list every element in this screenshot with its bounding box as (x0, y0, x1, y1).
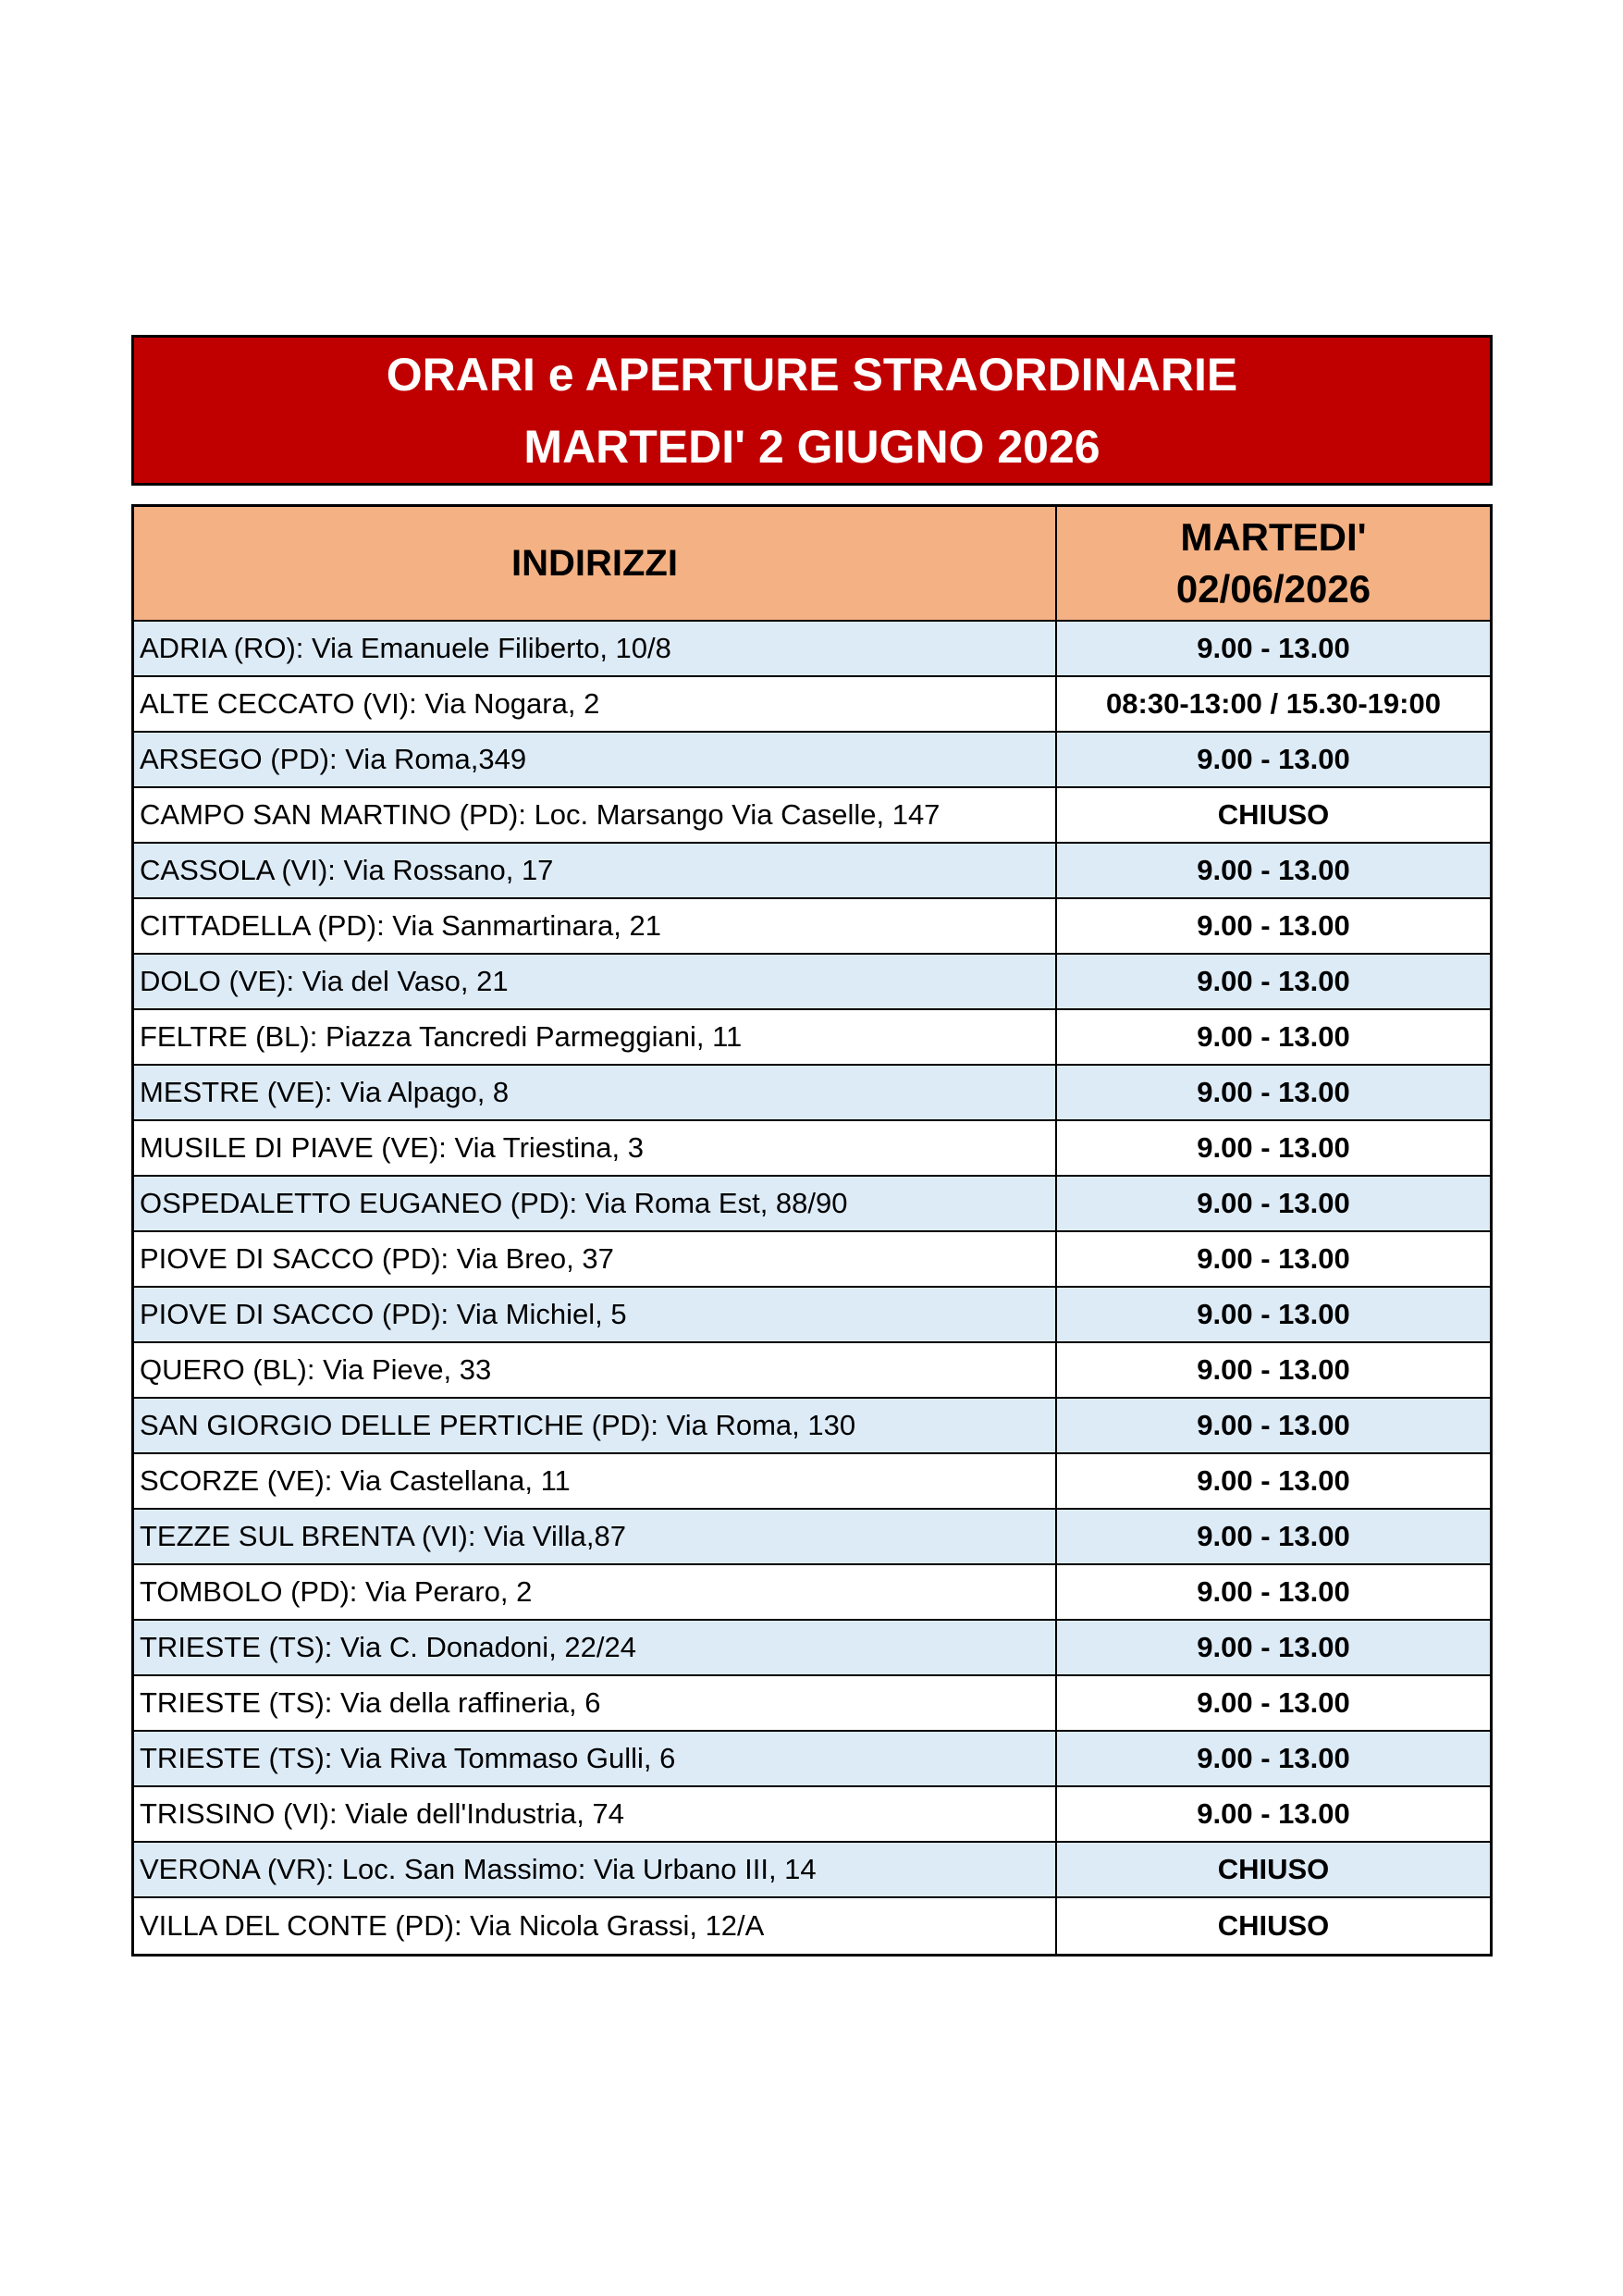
hours-cell: 9.00 - 13.00 (1197, 743, 1350, 775)
address-cell: TRIESTE (TS): Via C. Donadoni, 22/24 (134, 1621, 1057, 1674)
address-cell: TRISSINO (VI): Viale dell'Industria, 74 (134, 1787, 1057, 1841)
hours-cell: 9.00 - 13.00 (1197, 1131, 1350, 1164)
hours-cell: 9.00 - 13.00 (1197, 1242, 1350, 1275)
address-cell: TOMBOLO (PD): Via Peraro, 2 (134, 1565, 1057, 1619)
hours-cell: CHIUSO (1217, 798, 1330, 831)
address-cell: ADRIA (RO): Via Emanuele Filiberto, 10/8 (134, 622, 1057, 675)
hours-cell: 9.00 - 13.00 (1197, 1575, 1350, 1608)
address-cell: TRIESTE (TS): Via Riva Tommaso Gulli, 6 (134, 1732, 1057, 1785)
hours-cell: 9.00 - 13.00 (1197, 965, 1350, 997)
table-row (134, 1565, 1490, 1621)
title-line-1: ORARI e APERTURE STRAORDINARIE (386, 348, 1238, 401)
table-row (134, 844, 1490, 899)
address-cell: ALTE CECCATO (VI): Via Nogara, 2 (134, 677, 1057, 731)
address-cell: MUSILE DI PIAVE (VE): Via Triestina, 3 (134, 1121, 1057, 1175)
table-row (134, 1454, 1490, 1510)
table-row (134, 1676, 1490, 1732)
table-header-row (134, 507, 1490, 622)
table-row (134, 622, 1490, 677)
hours-cell: 9.00 - 13.00 (1197, 1520, 1350, 1552)
hours-cell: 9.00 - 13.00 (1197, 909, 1350, 942)
address-cell: PIOVE DI SACCO (PD): Via Michiel, 5 (134, 1288, 1057, 1341)
address-cell: MESTRE (VE): Via Alpago, 8 (134, 1066, 1057, 1119)
hours-cell: 08:30-13:00 / 15.30-19:00 (1106, 687, 1441, 720)
address-cell: VILLA DEL CONTE (PD): Via Nicola Grassi, 12/A (134, 1898, 1057, 1954)
table-row (134, 1510, 1490, 1565)
address-cell: SCORZE (VE): Via Castellana, 11 (134, 1454, 1057, 1508)
hours-cell: 9.00 - 13.00 (1197, 1409, 1350, 1441)
table-row (134, 1121, 1490, 1177)
address-cell: TEZZE SUL BRENTA (VI): Via Villa,87 (134, 1510, 1057, 1563)
address-cell: CASSOLA (VI): Via Rossano, 17 (134, 844, 1057, 897)
hours-cell: 9.00 - 13.00 (1197, 1298, 1350, 1330)
table-row (134, 1787, 1490, 1843)
address-cell: SAN GIORGIO DELLE PERTICHE (PD): Via Roma, 130 (134, 1399, 1057, 1452)
table-row (134, 1066, 1490, 1121)
address-cell: CAMPO SAN MARTINO (PD): Loc. Marsango Via Caselle, 147 (134, 788, 1057, 842)
table-row (134, 899, 1490, 955)
table-row (134, 1288, 1490, 1343)
table-row (134, 788, 1490, 844)
title-banner (131, 335, 1493, 486)
table-row (134, 733, 1490, 788)
hours-cell: 9.00 - 13.00 (1197, 854, 1350, 886)
hours-cell: 9.00 - 13.00 (1197, 1187, 1350, 1219)
address-cell: OSPEDALETTO EUGANEO (PD): Via Roma Est, 88/90 (134, 1177, 1057, 1230)
address-cell: QUERO (BL): Via Pieve, 33 (134, 1343, 1057, 1397)
hours-cell: 9.00 - 13.00 (1197, 1353, 1350, 1386)
table-row (134, 955, 1490, 1010)
address-cell: PIOVE DI SACCO (PD): Via Breo, 37 (134, 1232, 1057, 1286)
table-row (134, 677, 1490, 733)
header-day (1057, 507, 1490, 620)
hours-cell: 9.00 - 13.00 (1197, 1797, 1350, 1830)
table-row (134, 1343, 1490, 1399)
hours-cell: 9.00 - 13.00 (1197, 1076, 1350, 1108)
table-row (134, 1177, 1490, 1232)
address-cell: CITTADELLA (PD): Via Sanmartinara, 21 (134, 899, 1057, 953)
table-row (134, 1232, 1490, 1288)
hours-cell: CHIUSO (1217, 1909, 1330, 1942)
table-row (134, 1898, 1490, 1954)
header-addresses: INDIRIZZI (134, 507, 1057, 620)
address-cell: FELTRE (BL): Piazza Tancredi Parmeggiani, 11 (134, 1010, 1057, 1064)
hours-cell: CHIUSO (1217, 1853, 1330, 1885)
hours-cell: 9.00 - 13.00 (1197, 1742, 1350, 1774)
address-cell: TRIESTE (TS): Via della raffineria, 6 (134, 1676, 1057, 1730)
table-row (134, 1010, 1490, 1066)
hours-cell: 9.00 - 13.00 (1197, 1464, 1350, 1497)
table-row (134, 1621, 1490, 1676)
table-row (134, 1843, 1490, 1898)
hours-cell: 9.00 - 13.00 (1197, 1686, 1350, 1719)
address-cell: DOLO (VE): Via del Vaso, 21 (134, 955, 1057, 1008)
hours-cell: 9.00 - 13.00 (1197, 1020, 1350, 1053)
address-cell: VERONA (VR): Loc. San Massimo: Via Urbano III, 14 (134, 1843, 1057, 1896)
hours-cell: 9.00 - 13.00 (1197, 632, 1350, 664)
title-line-2: MARTEDI' 2 GIUGNO 2026 (523, 420, 1100, 473)
hours-cell: 9.00 - 13.00 (1197, 1631, 1350, 1663)
table-body (134, 622, 1490, 1954)
header-day-name: MARTEDI' (1180, 515, 1367, 559)
table-row (134, 1732, 1490, 1787)
address-cell: ARSEGO (PD): Via Roma,349 (134, 733, 1057, 786)
header-day-date: 02/06/2026 (1175, 567, 1371, 611)
table-row (134, 1399, 1490, 1454)
opening-hours-table (131, 504, 1493, 1957)
